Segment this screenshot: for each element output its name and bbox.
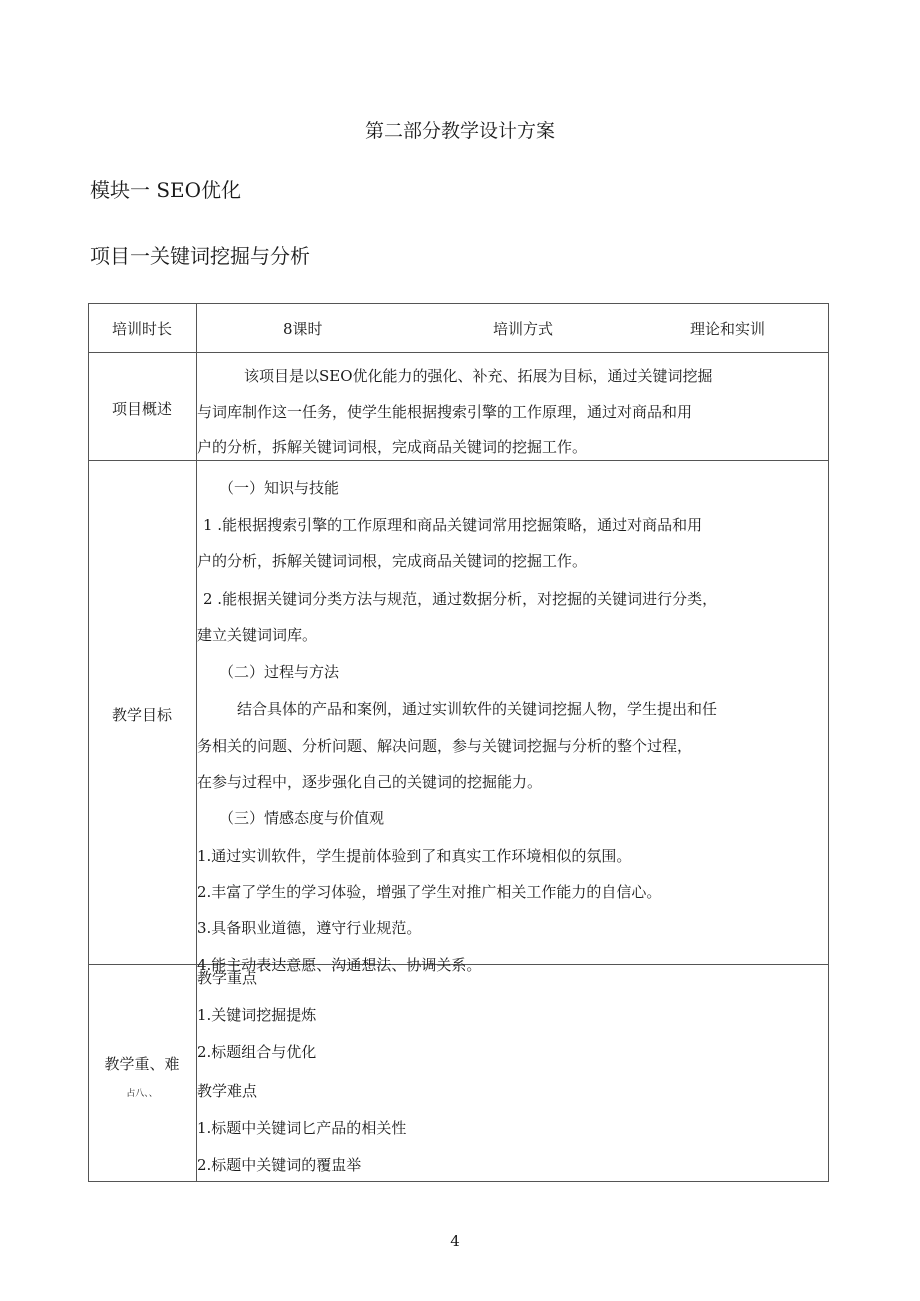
overview-line: 与词库制作这一任务，使学生能根据搜索引擎的工作原理，通过对商品和用: [197, 403, 693, 421]
objectives-label: 教学目标: [111, 706, 172, 724]
page-number: 4: [450, 1232, 460, 1250]
key-points-label-sub: 占八、、: [126, 1089, 158, 1099]
module-heading: 模块一 SEO优化: [90, 178, 242, 202]
training-method-value: 理论和实训: [690, 320, 766, 338]
key-points-label: 教学重、难: [104, 1055, 180, 1073]
objectives-line: 在参与过程中，逐步强化自己的关键词的挖掘能力。: [197, 773, 543, 791]
key-points-line: 2.标题组合与优化: [197, 1043, 317, 1061]
key-points-line: 教学重点: [197, 969, 258, 987]
objectives-line: 3.具备职业道德，遵守行业规范。: [197, 919, 422, 937]
key-points-line: 1.标题中关键词匕产品的相关性: [197, 1119, 407, 1137]
overview-label: 项目概述: [111, 400, 172, 418]
objectives-line: 务相关的问题、分析问题、解决问题，参与关键词挖掘与分析的整个过程，: [197, 737, 693, 755]
key-points-line: 1.关键词挖掘提炼: [197, 1006, 317, 1024]
objectives-line: （二）过程与方法: [219, 663, 340, 681]
table-border-top: [88, 303, 829, 304]
table-divider: [88, 352, 829, 353]
objectives-line: 4.能主动表达意愿、沟通想法、协调关系。: [197, 956, 482, 974]
overview-line: 户的分析，拆解关键词词根，完成商品关键词的挖掘工作。: [197, 438, 588, 456]
objectives-line: 2.丰富了学生的学习体验，增强了学生对推广相关工作能力的自信心。: [197, 883, 662, 901]
objectives-line: 户的分析，拆解关键词词根，完成商品关键词的挖掘工作。: [197, 552, 588, 570]
objectives-line: 建立关键词词库。: [197, 626, 318, 644]
objectives-line: 1.通过实训软件，学生提前体验到了和真实工作环境相似的氛围。: [197, 847, 632, 865]
objectives-line: （一）知识与技能: [219, 479, 340, 497]
table-border-left: [88, 303, 89, 1182]
project-heading: 项目一关键词挖掘与分析: [90, 244, 310, 268]
training-method-label: 培训方式: [493, 320, 554, 338]
objectives-line: （三）情感态度与价值观: [219, 809, 385, 827]
overview-line: 该项目是以SEO优化能力的强化、补充、拓展为目标，通过关键词挖掘: [244, 367, 713, 385]
document-title: 第二部分教学设计方案: [364, 120, 555, 142]
table-border-right: [828, 303, 829, 1182]
table-border-bottom: [88, 1181, 829, 1182]
objectives-line: 2 .能根据关键词分类方法与规范，通过数据分析，对挖掘的关键词进行分类，: [203, 590, 718, 608]
objectives-line: 结合具体的产品和案例，通过实训软件的关键词挖掘人物，学生提出和任: [237, 700, 718, 718]
key-points-line: 教学难点: [197, 1082, 258, 1100]
objectives-content: [197, 466, 827, 974]
training-duration-label: 培训时长: [111, 320, 172, 338]
table-divider: [88, 460, 829, 461]
objectives-line: 1 .能根据搜索引擎的工作原理和商品关键词常用挖掘策略，通过对商品和用: [203, 516, 703, 534]
training-hours-value: 8课时: [283, 320, 323, 338]
key-points-line: 2.标题中关键词的覆盅举: [197, 1156, 362, 1174]
